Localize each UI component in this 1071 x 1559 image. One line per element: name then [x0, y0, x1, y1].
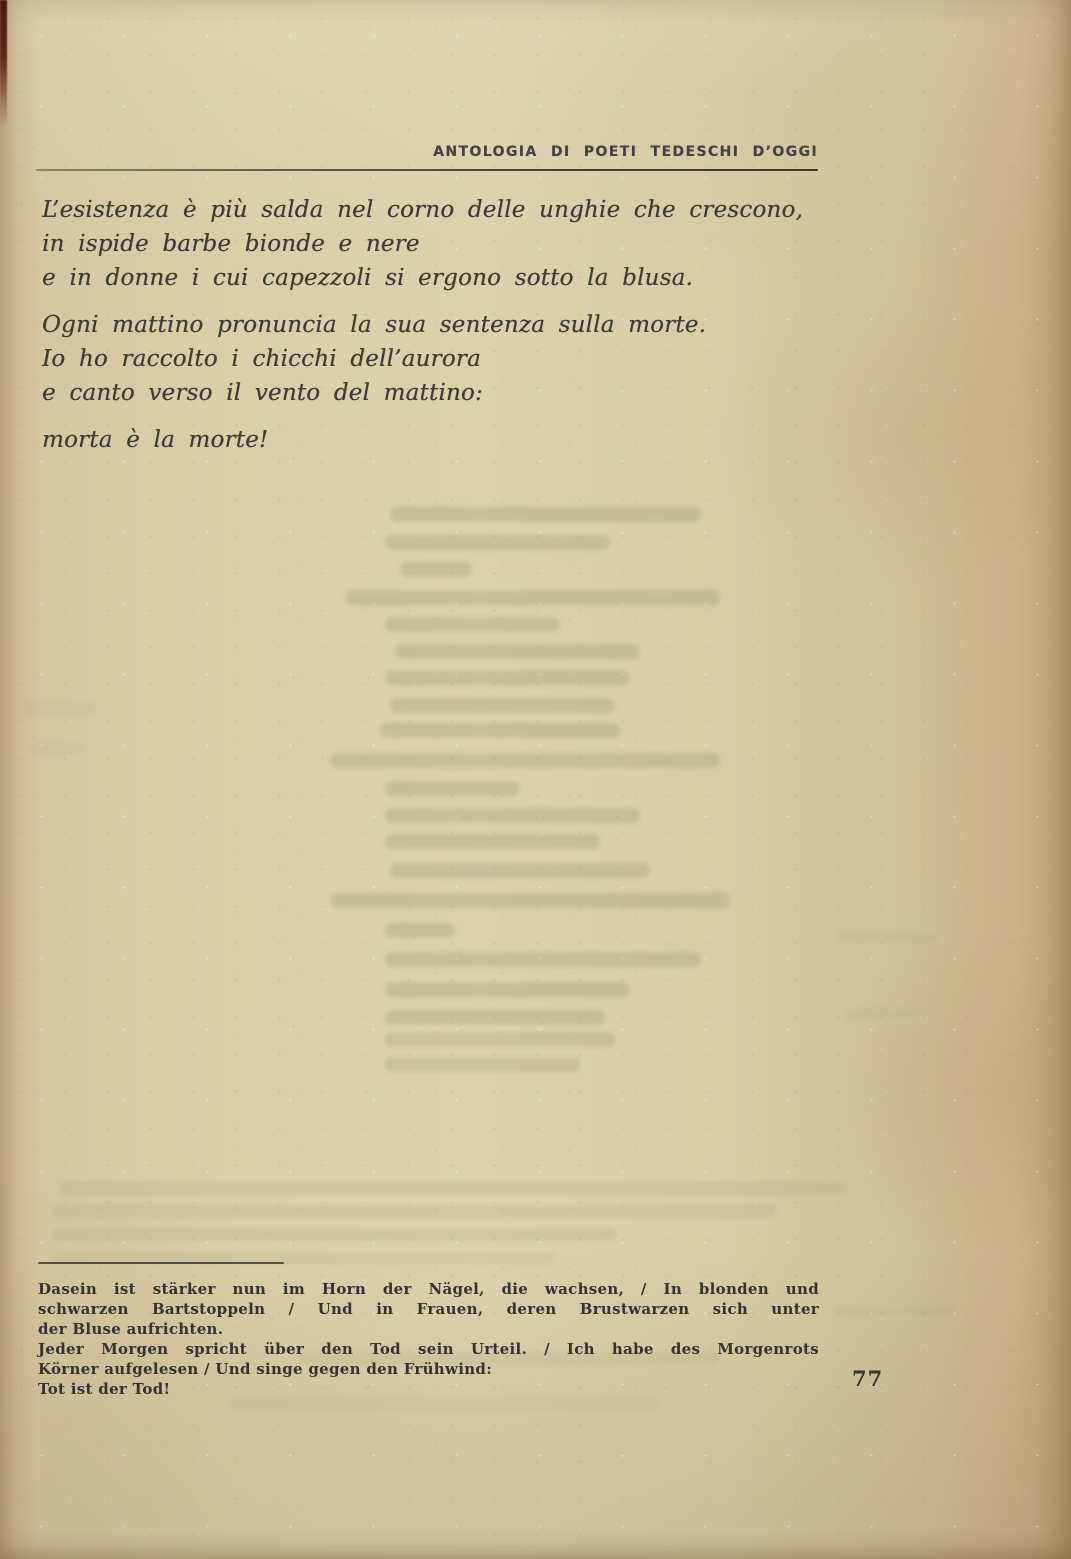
showthrough-line [330, 893, 730, 908]
poem-line: morta è la morte! [42, 427, 269, 453]
poem-stanza [42, 193, 803, 295]
showthrough-line [26, 702, 96, 715]
scan-edge-artifact [0, 0, 7, 128]
showthrough-line [345, 590, 720, 605]
showthrough-line [385, 982, 630, 997]
showthrough-line [385, 952, 700, 967]
page-number: 77 [852, 1366, 884, 1391]
poem-text [42, 193, 803, 470]
header-rule [36, 169, 818, 171]
running-header: ANTOLOGIA DI POETI TEDESCHI D’OGGI [433, 144, 818, 160]
showthrough-line [835, 1305, 955, 1317]
showthrough-line [30, 742, 85, 754]
footnote-line: der Bluse aufrichten. [38, 1320, 224, 1338]
showthrough-line [58, 1182, 848, 1195]
footnote-line: Jeder Morgen spricht über den Tod sein Urteil. / Ich habe des Morgenrots [38, 1340, 819, 1358]
footnote-line: Körner aufgelesen / Und singe gegen den Frühwind: [38, 1360, 493, 1378]
showthrough-line [385, 1010, 605, 1025]
showthrough-line [385, 670, 630, 685]
showthrough-line [395, 644, 640, 659]
showthrough-line [230, 1398, 660, 1410]
showthrough-line [385, 617, 560, 632]
showthrough-line [385, 834, 600, 849]
poem-line: Ogni mattino pronuncia la sua sentenza sulla morte. [42, 312, 707, 338]
showthrough-line [400, 562, 472, 577]
showthrough-line [385, 535, 610, 550]
poem-line: L’esistenza è più salda nel corno delle unghie che crescono, [42, 197, 803, 223]
showthrough-line [330, 753, 720, 768]
poem-line: in ispide barbe bionde e nere [42, 231, 420, 257]
poem-line: e canto verso il vento del mattino: [42, 380, 483, 406]
showthrough-line [838, 930, 938, 943]
showthrough-line [385, 1057, 580, 1072]
footnote-line: Tot ist der Tod! [38, 1380, 171, 1398]
showthrough-line [52, 1205, 777, 1218]
footnote-line: Dasein ist stärker nun im Horn der Nägel, die wachsen, / In blonden und [38, 1280, 819, 1298]
footnote-translation [38, 1279, 819, 1399]
showthrough-line [385, 1032, 615, 1047]
showthrough-line [390, 863, 650, 878]
showthrough-line [385, 781, 520, 796]
showthrough-line [380, 723, 620, 738]
poem-stanza [42, 423, 803, 457]
poem-line: Io ho raccolto i chicchi dell’aurora [42, 346, 481, 372]
showthrough-line [52, 1228, 617, 1241]
showthrough-line [385, 808, 640, 823]
poem-stanza [42, 308, 803, 410]
showthrough-line [844, 1008, 914, 1020]
showthrough-line [390, 507, 700, 522]
poem-line: e in donne i cui capezzoli si ergono sotto la blusa. [42, 265, 693, 291]
showthrough-line [390, 698, 615, 713]
footnote-line: schwarzen Bartstoppeln / Und in Frauen, deren Brustwarzen sich unter [38, 1300, 819, 1318]
showthrough-line [385, 923, 455, 938]
footnote-rule [38, 1262, 284, 1264]
